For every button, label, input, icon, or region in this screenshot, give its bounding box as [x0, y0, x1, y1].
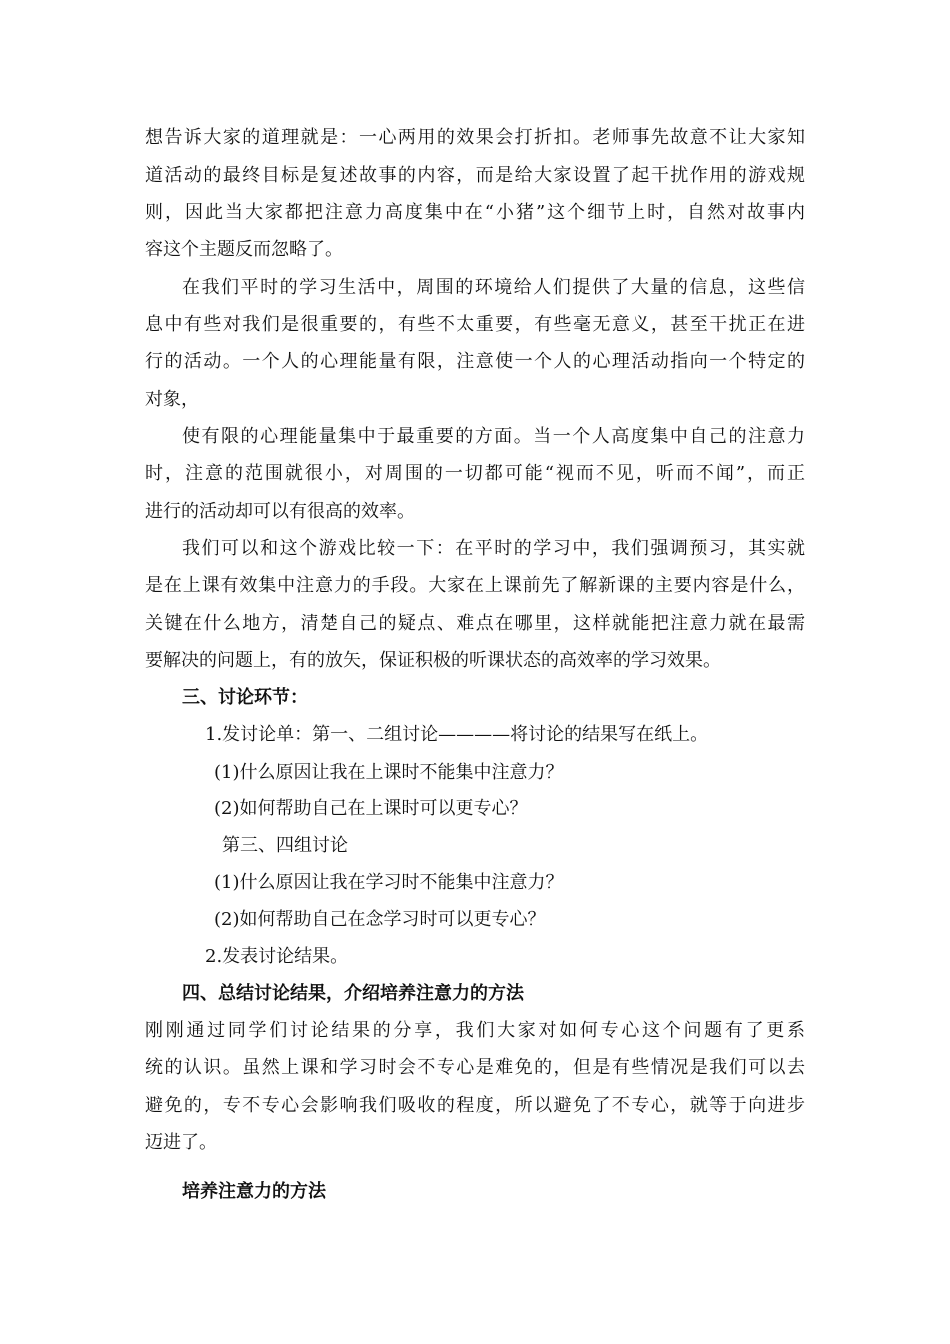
method-heading: 培养注意力的方法 — [182, 1181, 326, 1202]
paragraph-3-line-1: 使有限的心理能量集中于最重要的方面。当一个人高度集中自己的注意力 — [182, 426, 805, 447]
discussion-item-1: 1.发讨论单：第一、二组讨论————将讨论的结果写在纸上。 — [205, 724, 709, 745]
paragraph-3-line-3: 进行的活动却可以有很高的效率。 — [145, 501, 415, 522]
paragraph-1-line-3: 则，因此当大家都把注意力高度集中在“小猪”这个细节上时，自然对故事内 — [145, 202, 805, 223]
paragraph-4-line-3: 关键在什么地方，清楚自己的疑点、难点在哪里，这样就能把注意力就在最需 — [145, 613, 805, 634]
discussion-group-3-4: 第三、四组讨论 — [222, 835, 348, 856]
discussion-item-2: 2.发表讨论结果。 — [205, 946, 349, 967]
discussion-question-1-1: (1)什么原因让我在上课时不能集中注意力？ — [214, 762, 564, 783]
paragraph-1-line-1: 想告诉大家的道理就是：一心两用的效果会打折扣。老师事先故意不让大家知 — [145, 127, 805, 148]
section-4-line-1: 刚刚通过同学们讨论结果的分享，我们大家对如何专心这个问题有了更系 — [145, 1020, 805, 1041]
section-4-heading: 四、总结讨论结果，介绍培养注意力的方法 — [182, 983, 524, 1004]
paragraph-2-line-2: 息中有些对我们是很重要的，有些不太重要，有些毫无意义，甚至干扰正在进 — [145, 314, 805, 335]
discussion-question-2-2: (2)如何帮助自己在念学习时可以更专心？ — [214, 909, 546, 930]
discussion-question-2-1: (1)什么原因让我在学习时不能集中注意力？ — [214, 872, 564, 893]
discussion-question-1-2: (2)如何帮助自己在上课时可以更专心？ — [214, 798, 528, 819]
paragraph-1-line-2: 道活动的最终目标是复述故事的内容，而是给大家设置了起干扰作用的游戏规 — [145, 165, 805, 186]
section-4-line-4: 迈进了。 — [145, 1132, 217, 1153]
paragraph-1-line-4: 容这个主题反而忽略了。 — [145, 239, 343, 260]
paragraph-2-line-3: 行的活动。一个人的心理能量有限，注意使一个人的心理活动指向一个特定的 — [145, 351, 805, 372]
section-4-line-2: 统的认识。虽然上课和学习时会不专心是难免的，但是有些情况是我们可以去 — [145, 1057, 805, 1078]
paragraph-2-line-1: 在我们平时的学习生活中，周围的环境给人们提供了大量的信息，这些信 — [182, 277, 805, 298]
section-4-line-3: 避免的，专不专心会影响我们吸收的程度，所以避免了不专心，就等于向进步 — [145, 1095, 805, 1116]
paragraph-4-line-2: 是在上课有效集中注意力的手段。大家在上课前先了解新课的主要内容是什么， — [145, 575, 805, 596]
paragraph-4-line-4: 要解决的问题上，有的放矢，保证积极的听课状态的高效率的学习效果。 — [145, 650, 721, 671]
paragraph-2-line-4: 对象， — [145, 389, 199, 410]
paragraph-4-line-1: 我们可以和这个游戏比较一下：在平时的学习中，我们强调预习，其实就 — [182, 538, 805, 559]
section-3-heading: 三、讨论环节： — [182, 687, 308, 708]
paragraph-3-line-2: 时，注意的范围就很小，对周围的一切都可能“视而不见，听而不闻”，而正 — [145, 463, 805, 484]
